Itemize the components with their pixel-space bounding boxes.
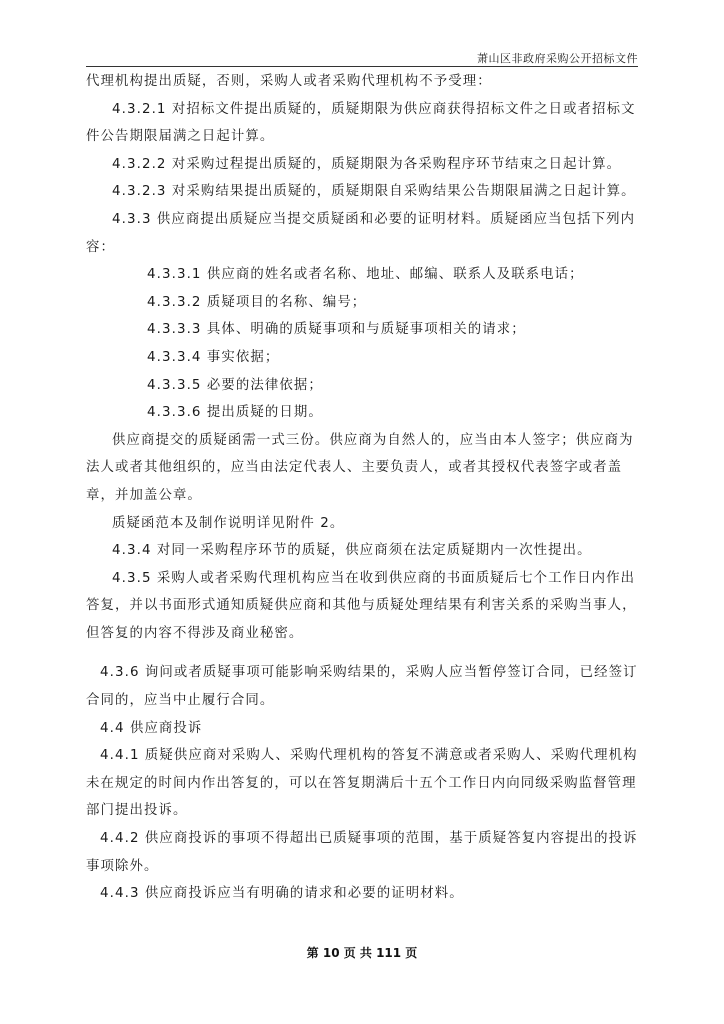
document-body: [86, 68, 638, 908]
clause-4-3-3-6: 4.3.3.6 提出质疑的日期。: [147, 405, 323, 421]
clause-4-4-1: 4.4.1 质疑供应商对采购人、采购代理机构的答复不满意或者采购人、采购代理机构未在规定的时间内作出答复的，可以在答复期满后十五个工作日内向同级采购监督管理部门提出投诉。: [86, 748, 638, 819]
clause-4-3-3-5: 4.3.3.5 必要的法律依据；: [147, 377, 323, 393]
clause-4-3-6: 4.3.6 询问或者质疑事项可能影响采购结果的，采购人应当暂停签订合同，已经签订合同的，应当中止履行合同。: [86, 665, 638, 709]
paragraph-template-reference: 质疑函范本及制作说明详见附件 2。: [112, 515, 345, 531]
paragraph-continuation: 代理机构提出质疑，否则，采购人或者采购代理机构不予受理：: [86, 74, 492, 89]
running-header: 萧山区非政府采购公开招标文件: [477, 52, 638, 65]
paragraph-signature-requirement: 供应商提交的质疑函需一式三份。供应商为自然人的，应当由本人签字；供应商为法人或者其他组织的，应当由法定代表人、主要负责人，或者其授权代表签字或者盖章，并加盖公章。: [86, 432, 634, 503]
clause-4-4-3: 4.4.3 供应商投诉应当有明确的请求和必要的证明材料。: [100, 886, 464, 902]
clause-4-3-3-3: 4.3.3.3 具体、明确的质疑事项和与质疑事项相关的请求；: [147, 322, 526, 338]
clause-4-3-3-4: 4.3.3.4 事实依据；: [147, 349, 280, 365]
clause-4-3-5: 4.3.5 采购人或者采购代理机构应当在收到供应商的书面质疑后七个工作日内作出答复，并以书面形式通知质疑供应商和其他与质疑处理结果有利害关系的采购当事人，但答复的内容不得涉及商业秘密。: [86, 570, 637, 641]
clause-4-3-3-2: 4.3.3.2 质疑项目的名称、编号；: [147, 294, 367, 310]
clause-4-3-2-1: 4.3.2.1 对招标文件提出质疑的，质疑期限为供应商获得招标文件之日或者招标文件公告期限届满之日起计算。: [86, 101, 636, 145]
clause-4-3-2-2: 4.3.2.2 对采购过程提出质疑的，质疑期限为各采购程序环节结束之日起计算。: [112, 156, 622, 172]
section-heading-4-4: 4.4 供应商投诉: [100, 720, 203, 736]
header-divider: [86, 66, 638, 67]
page-number: 第 10 页 共 111 页: [306, 946, 418, 960]
clause-4-4-2: 4.4.2 供应商投诉的事项不得超出已质疑事项的范围，基于质疑答复内容提出的投诉事项除外。: [86, 831, 638, 874]
clause-4-3-3-1: 4.3.3.1 供应商的姓名或者名称、地址、邮编、联系人及联系电话；: [147, 267, 584, 283]
clause-4-3-2-3: 4.3.2.3 对采购结果提出质疑的，质疑期限自采购结果公告期限届满之日起计算。: [112, 184, 636, 200]
clause-4-3-3: 4.3.3 供应商提出质疑应当提交质疑函和必要的证明材料。质疑函应当包括下列内容：: [86, 211, 636, 255]
clause-4-3-4: 4.3.4 对同一采购程序环节的质疑，供应商须在法定质疑期内一次性提出。: [112, 543, 592, 559]
